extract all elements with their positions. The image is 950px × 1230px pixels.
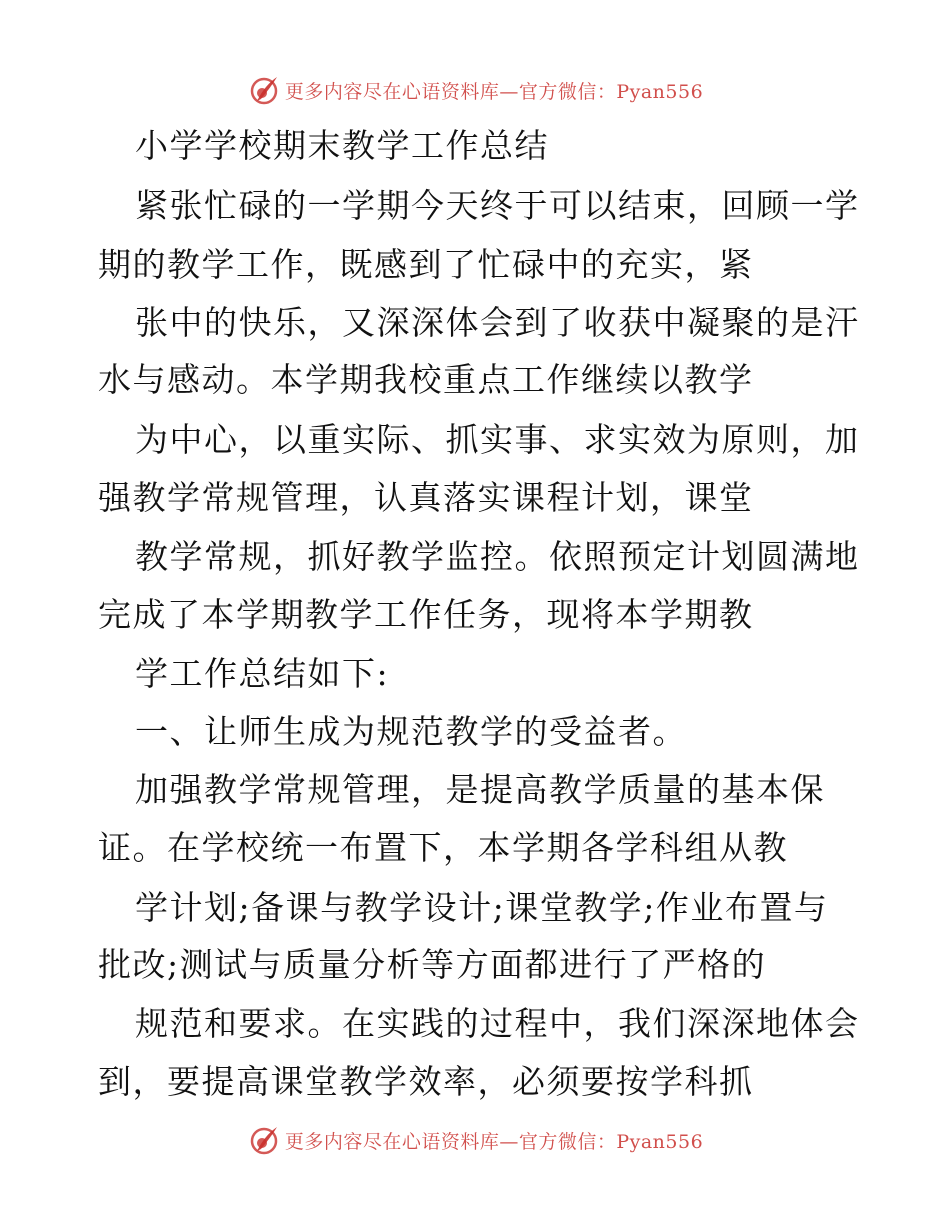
text-line: 期的教学工作，既感到了忙碌中的充实，紧 <box>98 245 754 284</box>
text-line: 为中心，以重实际、抓实事、求实效为原则，加 <box>135 420 860 459</box>
watermark-text: 更多内容尽在心语资料库—官方微信：Pyan556 <box>284 1130 704 1153</box>
feather-logo-icon <box>247 1123 281 1157</box>
text-line: 学工作总结如下: <box>135 654 390 693</box>
watermark-text: 更多内容尽在心语资料库—官方微信：Pyan556 <box>284 80 704 103</box>
text-line: 证。在学校统一布置下，本学期各学科组从教 <box>98 828 788 867</box>
text-line: 到，要提高课堂教学效率，必须要按学科抓 <box>98 1062 754 1101</box>
text-line: 规范和要求。在实践的过程中，我们深深地体会 <box>135 1004 860 1043</box>
text-line: 学计划;备课与教学设计;课堂教学;作业布置与 <box>135 888 829 927</box>
text-line: 水与感动。本学期我校重点工作继续以教学 <box>98 360 754 399</box>
header-watermark <box>0 70 950 110</box>
section-heading: 一、让师生成为规范教学的受益者。 <box>135 712 687 751</box>
text-line: 强教学常规管理，认真落实课程计划，课堂 <box>98 478 754 517</box>
text-line: 教学常规，抓好教学监控。依照预定计划圆满地 <box>135 537 860 576</box>
text-line: 批改;测试与质量分析等方面都进行了严格的 <box>98 945 767 984</box>
footer-watermark <box>0 1120 950 1160</box>
text-line: 张中的快乐，又深深体会到了收获中凝聚的是汗 <box>135 303 860 342</box>
feather-logo-icon <box>247 73 281 107</box>
text-line: 紧张忙碌的一学期今天终于可以结束，回顾一学 <box>135 186 860 225</box>
document-title: 小学学校期末教学工作总结 <box>135 126 549 165</box>
text-line: 完成了本学期教学工作任务，现将本学期教 <box>98 595 754 634</box>
text-line: 加强教学常规管理，是提高教学质量的基本保 <box>135 770 825 809</box>
